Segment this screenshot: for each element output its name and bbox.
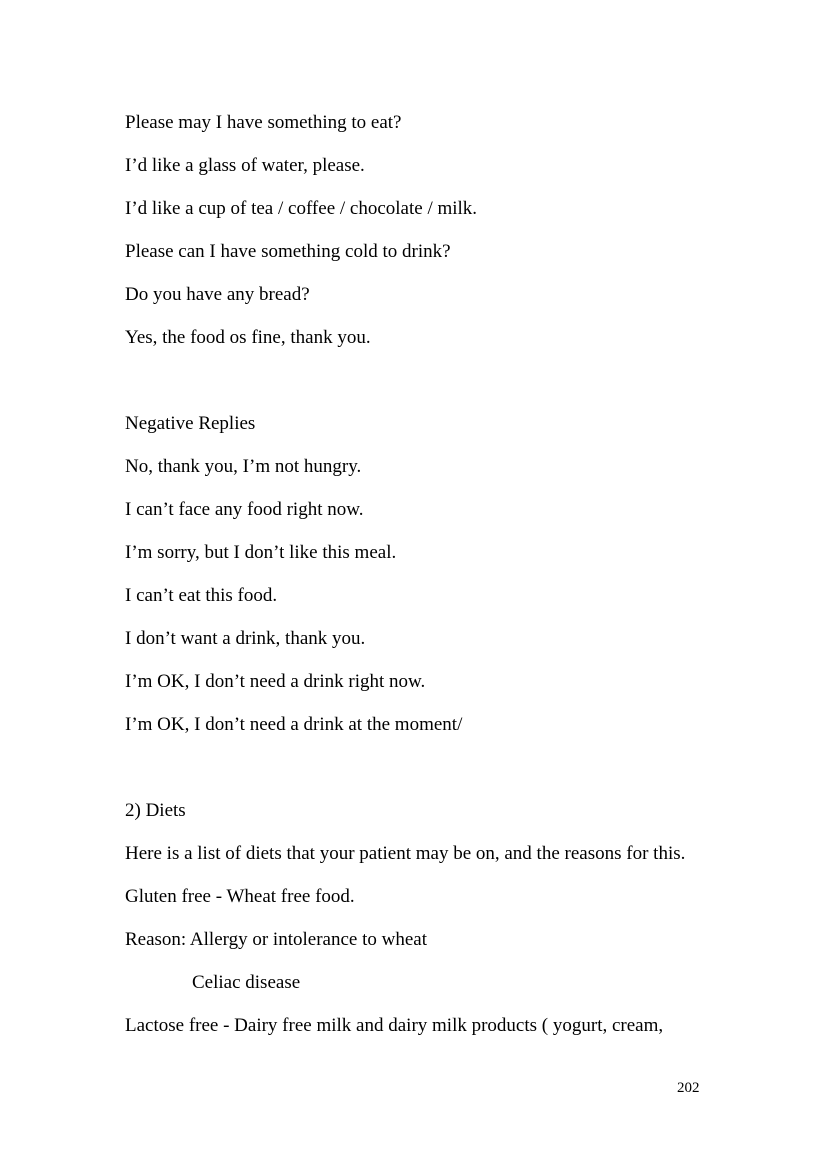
request-phrase-5: Do you have any bread? (125, 284, 310, 305)
diets-heading: 2) Diets (125, 800, 186, 821)
request-phrase-1: Please may I have something to eat? (125, 112, 402, 133)
negative-reply-4: I can’t eat this food. (125, 585, 278, 606)
diets-intro: Here is a list of diets that your patient may be on, and the reasons for this. (125, 843, 686, 864)
page-number: 202 (677, 1080, 700, 1096)
request-phrase-2: I’d like a glass of water, please. (125, 155, 365, 176)
negative-reply-3: I’m sorry, but I don’t like this meal. (125, 542, 397, 563)
negative-reply-1: No, thank you, I’m not hungry. (125, 456, 362, 477)
request-phrase-4: Please can I have something cold to drink? (125, 241, 451, 262)
negative-reply-6: I’m OK, I don’t need a drink right now. (125, 671, 426, 692)
gluten-free-item: Gluten free - Wheat free food. (125, 886, 355, 907)
lactose-free-item: Lactose free - Dairy free milk and dairy milk products ( yogurt, cream, (125, 1015, 664, 1036)
request-phrase-6: Yes, the food os fine, thank you. (125, 327, 371, 348)
gluten-free-reason: Reason: Allergy or intolerance to wheat (125, 929, 427, 950)
negative-reply-2: I can’t face any food right now. (125, 499, 364, 520)
negative-reply-7: I’m OK, I don’t need a drink at the moment/ (125, 714, 463, 735)
gluten-free-reason-celiac: Celiac disease (192, 972, 301, 993)
negative-replies-heading: Negative Replies (125, 413, 256, 434)
negative-reply-5: I don’t want a drink, thank you. (125, 628, 366, 649)
request-phrase-3: I’d like a cup of tea / coffee / chocolate / milk. (125, 198, 478, 219)
